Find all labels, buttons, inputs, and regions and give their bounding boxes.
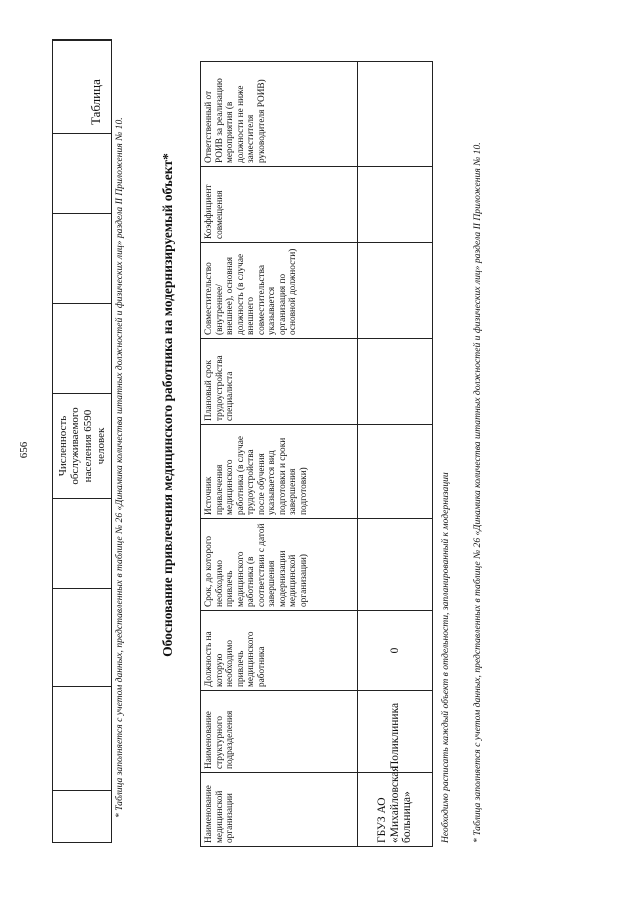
header-planned-date: Плановый срок трудоустройства специалиста xyxy=(201,339,358,425)
cell-position: 0 xyxy=(358,611,433,691)
page-number: 656 xyxy=(18,441,30,459)
header-position: Должность на которую необходимо привлечь медицинского работника xyxy=(201,611,358,691)
cell-source xyxy=(358,425,433,519)
header-coefficient: Коэффициент совмещения xyxy=(201,167,358,243)
table-row xyxy=(358,62,433,847)
header-source: Источник привлечения медицинского работника (в случае трудоустройства после обучения указывается вид подготовки и сроки завершения подготовки) xyxy=(201,425,358,519)
header-unit: Наименование структурного подразделения xyxy=(201,691,358,773)
population-cell: Численность обслуживаемого населения 6590 человек xyxy=(53,394,112,499)
page-title: Обоснование привлечения медицинского работника на модернизируемый объект* xyxy=(160,153,175,657)
header-deadline: Срок, до которого необходимо привлечь медицинского работника (в соответствии с датой завершения модернизации медицинской организации) xyxy=(201,519,358,611)
cell-coefficient xyxy=(358,167,433,243)
header-organization: Наименование медицинской организации xyxy=(201,773,358,847)
table-label: Таблица xyxy=(88,79,103,125)
header-combination: Совместительство (внутреннее/внешнее), основная должность (в случае внешнего совместительства указывается организация по основной должности) xyxy=(201,243,358,339)
table-cell xyxy=(53,499,112,589)
header-responsible: Ответственный от РОИВ за реализацию мероприятия (в должности не ниже заместителя руководителя РОИВ) xyxy=(201,62,358,167)
table-cell xyxy=(53,687,112,791)
previous-table-fragment xyxy=(52,40,112,844)
cell-combination xyxy=(358,243,433,339)
justification-table xyxy=(200,61,433,847)
cell-responsible xyxy=(358,62,433,167)
table-row xyxy=(53,41,112,843)
table-cell xyxy=(53,214,112,304)
cell-unit: Поликлиника xyxy=(358,691,433,773)
table-header-row xyxy=(201,62,358,847)
table-cell xyxy=(53,134,112,214)
table-cell xyxy=(53,791,112,843)
cell-planned-date xyxy=(358,339,433,425)
footnote: * Таблица заполняется с учетом данных, представленных в таблице № 26 «Динамика количества штатных должностей и физических лиц» раздела II Приложения № 10. xyxy=(472,142,483,843)
table-cell xyxy=(53,304,112,394)
instruction-note: Необходимо расписать каждый объект в отдельности, запланированный к модернизации xyxy=(440,472,451,843)
table-cell xyxy=(53,589,112,687)
footnote: * Таблица заполняется с учетом данных, представленных в таблице № 26 «Динамика количества штатных должностей и физических лиц» раздела II Приложения № 10. xyxy=(114,117,125,818)
cell-deadline xyxy=(358,519,433,611)
cell-organization: ГБУЗ АО «Михайловская больница» xyxy=(358,773,433,847)
